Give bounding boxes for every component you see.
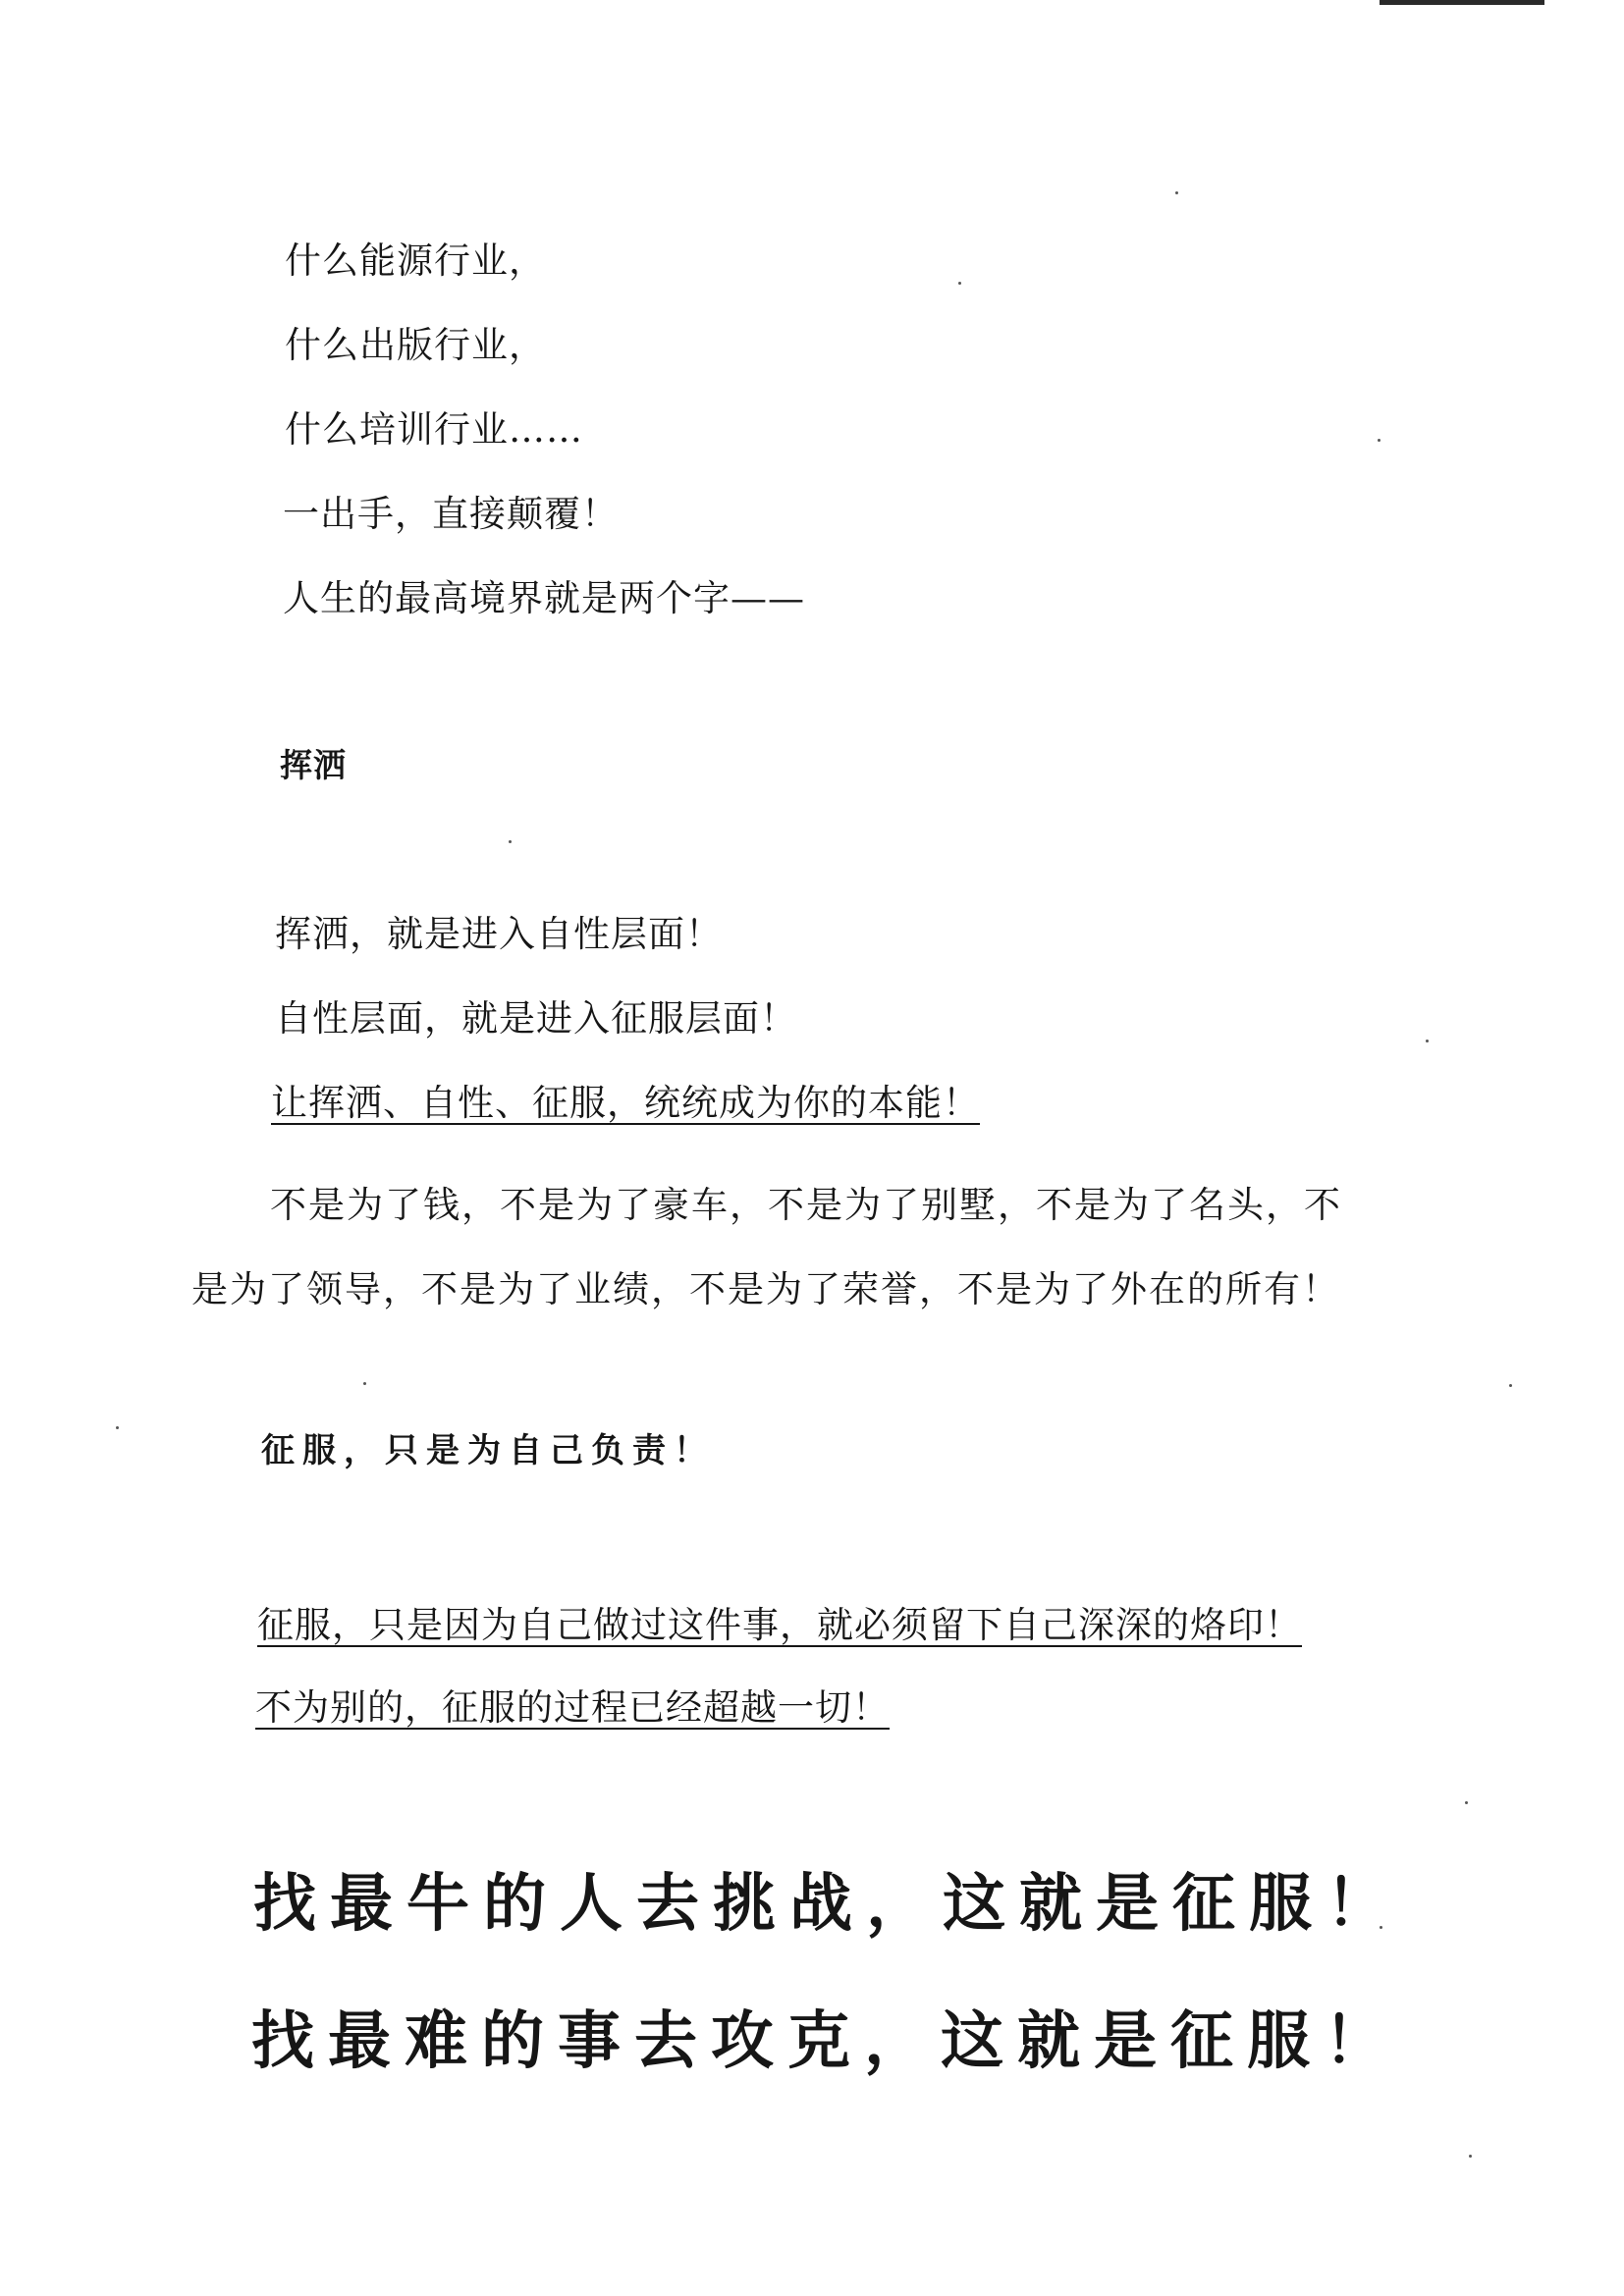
text-line: 挥洒，就是进入自性层面！ <box>275 913 723 955</box>
text-line: 什么培训行业…… <box>285 408 583 451</box>
scan-speck <box>1175 191 1178 194</box>
scan-speck <box>1465 1801 1468 1804</box>
top-edge-rule <box>1380 0 1544 5</box>
paragraph-line: 是为了领导，不是为了业绩，不是为了荣誉，不是为了外在的所有！ <box>191 1268 1340 1310</box>
underlined-line: 不为别的，征服的过程已经超越一切！ <box>255 1686 890 1729</box>
underlined-line: 征服，只是因为自己做过这件事，就必须留下自己深深的烙印！ <box>257 1604 1302 1646</box>
paragraph-line: 不是为了钱，不是为了豪车，不是为了别墅，不是为了名头，不 <box>270 1184 1342 1226</box>
section-heading: 挥洒 <box>280 746 347 784</box>
section-heading: 征服，只是为自己负责！ <box>261 1431 715 1470</box>
scan-speck <box>1509 1384 1512 1387</box>
scan-speck <box>509 840 512 843</box>
text-line: 自性层面，就是进入征服层面！ <box>275 997 797 1040</box>
emphasis-line: 找最难的事去攻克，这就是征服！ <box>251 2004 1400 2078</box>
text-line: 人生的最高境界就是两个字—— <box>283 577 805 619</box>
scan-speck <box>1469 2155 1472 2158</box>
scan-speck <box>958 282 961 285</box>
scan-speck <box>1426 1040 1429 1042</box>
text-line: 什么能源行业， <box>285 240 546 282</box>
scan-speck <box>1378 439 1380 442</box>
text-line: 什么出版行业， <box>285 324 546 366</box>
emphasis-line: 找最牛的人去挑战，这就是征服！ <box>253 1867 1402 1941</box>
underlined-line: 让挥洒、自性、征服，统统成为你的本能！ <box>271 1082 980 1124</box>
scan-speck <box>363 1382 366 1385</box>
scan-speck <box>116 1426 119 1429</box>
text-line: 一出手，直接颠覆！ <box>283 493 619 535</box>
